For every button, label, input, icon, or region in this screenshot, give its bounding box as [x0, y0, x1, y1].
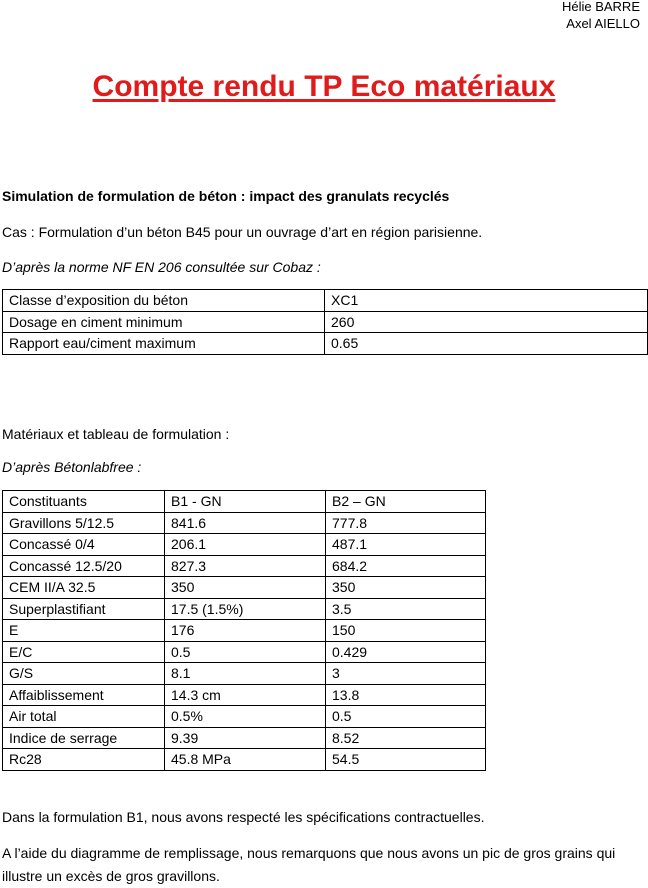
table-cell: 3	[326, 663, 486, 685]
table-row	[3, 311, 648, 333]
table-row	[3, 333, 648, 355]
table-row	[3, 727, 486, 749]
table-cell: Affaiblissement	[3, 684, 165, 706]
author-1: Hélie BARRE	[561, 0, 640, 14]
table-cell: 8.52	[326, 727, 486, 749]
authors	[562, 0, 640, 32]
table-cell: 206.1	[165, 534, 326, 556]
table-cell: B2 – GN	[326, 491, 486, 513]
table-cell: 9.39	[165, 727, 326, 749]
source-software: D’après Bétonlabfree :	[2, 459, 142, 475]
table-cell: 0.5	[326, 706, 486, 728]
table-cell: Indice de serrage	[3, 727, 165, 749]
table-cell: 350	[165, 577, 326, 599]
table-cell: Gravillons 5/12.5	[3, 512, 165, 534]
table-cell: B1 - GN	[165, 491, 326, 513]
table-cell: G/S	[3, 663, 165, 685]
table-row	[3, 555, 486, 577]
table-row	[3, 663, 486, 685]
conclusion-paragraph-1: Dans la formulation B1, nous avons respecté les spécifications contractuelles.	[2, 809, 485, 825]
table-cell: E	[3, 620, 165, 642]
table-cell: 8.1	[165, 663, 326, 685]
table-cell: XC1	[325, 290, 648, 312]
table-cell: Concassé 0/4	[3, 534, 165, 556]
table-cell: Superplastifiant	[3, 598, 165, 620]
table-cell: 54.5	[326, 749, 486, 771]
table-cell: 0.5%	[165, 706, 326, 728]
table-cell: 176	[165, 620, 326, 642]
table-cell: Dosage en ciment minimum	[3, 311, 325, 333]
table-row	[3, 749, 486, 771]
table-cell: 350	[326, 577, 486, 599]
table-row	[3, 534, 486, 556]
case-description: Cas : Formulation d’un béton B45 pour un ouvrage d’art en région parisienne.	[2, 224, 483, 240]
table-cell: 3.5	[326, 598, 486, 620]
source-norm: D’après la norme NF EN 206 consultée sur Cobaz :	[2, 259, 321, 275]
table-cell: Concassé 12.5/20	[3, 555, 165, 577]
table-cell: 777.8	[326, 512, 486, 534]
table-cell: 45.8 MPa	[165, 749, 326, 771]
table-cell: Rc28	[3, 749, 165, 771]
table-cell: Classe d’exposition du béton	[3, 290, 325, 312]
table-cell: E/C	[3, 641, 165, 663]
table-cell: Rapport eau/ciment maximum	[3, 333, 325, 355]
table-cell: 0.65	[325, 333, 648, 355]
table-cell: 14.3 cm	[165, 684, 326, 706]
section2-heading: Matériaux et tableau de formulation :	[2, 426, 230, 442]
author-2: Axel AIELLO	[566, 16, 640, 31]
table-cell: 0.5	[165, 641, 326, 663]
table-row	[3, 290, 648, 312]
table-row	[3, 620, 486, 642]
table-row	[3, 706, 486, 728]
table-row	[3, 598, 486, 620]
table-cell: Constituants	[3, 491, 165, 513]
table-cell: 827.3	[165, 555, 326, 577]
table-row	[3, 491, 486, 513]
table-cell: 684.2	[326, 555, 486, 577]
table-cell: 0.429	[326, 641, 486, 663]
conclusion-paragraph-2: A l’aide du diagramme de remplissage, nous remarquons que nous avons un pic de gros grains qui illustre un excès de gros gravillons.	[2, 845, 616, 884]
document-title: Compte rendu TP Eco matériaux	[92, 70, 556, 103]
table-row	[3, 684, 486, 706]
table-row	[3, 512, 486, 534]
table-row	[3, 641, 486, 663]
section1-heading: Simulation de formulation de béton : impact des granulats recyclés	[2, 188, 450, 204]
table-cell: 260	[325, 311, 648, 333]
table-cell: 487.1	[326, 534, 486, 556]
table-cell: 17.5 (1.5%)	[165, 598, 326, 620]
table-cell: 13.8	[326, 684, 486, 706]
table-cell: Air total	[3, 706, 165, 728]
table-cell: 150	[326, 620, 486, 642]
table-row	[3, 577, 486, 599]
formulation-table	[2, 490, 486, 771]
table-cell: CEM II/A 32.5	[3, 577, 165, 599]
table-cell: 841.6	[165, 512, 326, 534]
exposure-table	[2, 289, 648, 355]
